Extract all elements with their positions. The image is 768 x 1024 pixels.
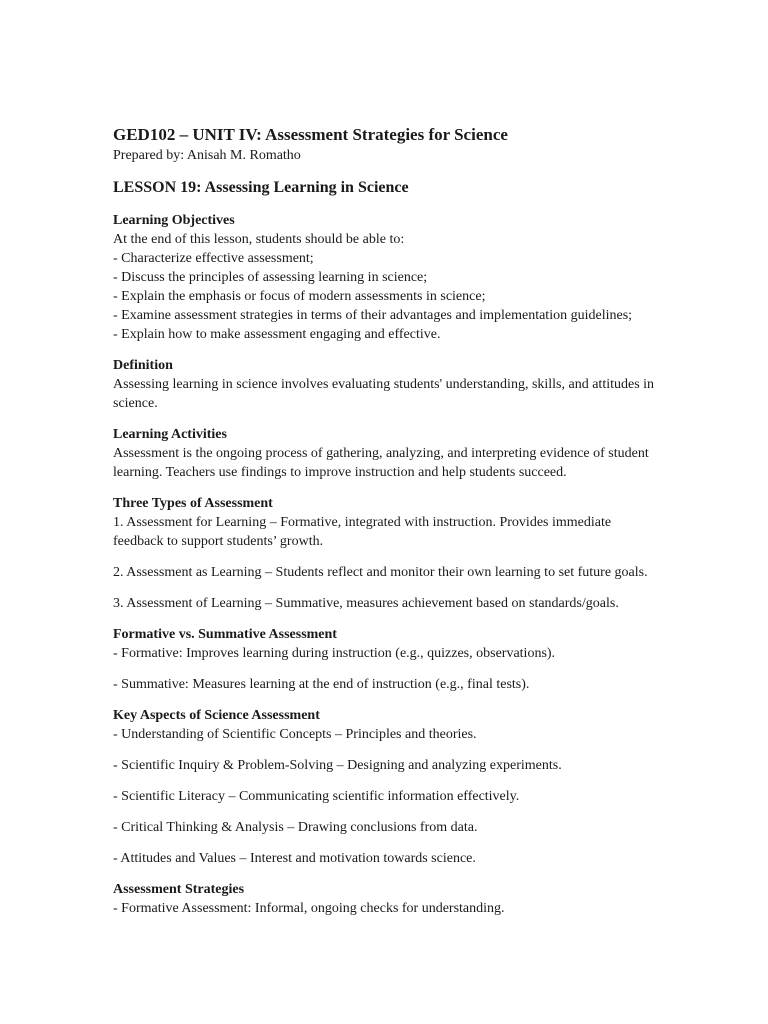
section-heading: Key Aspects of Science Assessment [113,708,320,723]
section-heading: Definition [113,358,173,373]
list-item: - Explain how to make assessment engaging and effective. [113,327,441,342]
section-heading: Three Types of Assessment [113,496,273,511]
assessment-types-section [113,494,658,613]
list-item: - Examine assessment strategies in terms of their advantages and implementation guidelines; [113,308,633,323]
list-item: - Understanding of Scientific Concepts – Principles and theories. [113,727,477,742]
definition-text: Assessing learning in science involves evaluating students' understanding, skills, and attitudes in science. [113,377,655,411]
document-page [113,124,658,918]
section-heading: Assessment Strategies [113,882,245,897]
author-byline: Prepared by: Anisah M. Romatho [113,148,301,163]
list-item: - Discuss the principles of assessing learning in science; [113,270,428,285]
lesson-title: LESSON 19: Assessing Learning in Science [113,179,409,196]
list-item: - Critical Thinking & Analysis – Drawing conclusions from data. [113,820,478,835]
section-heading: Learning Activities [113,427,227,442]
key-aspects-section [113,706,658,868]
section-heading: Formative vs. Summative Assessment [113,627,337,642]
section-heading: Learning Objectives [113,213,235,228]
activities-text: Assessment is the ongoing process of gathering, analyzing, and interpreting evidence of student learning. Teachers use findings to improve instruction and help students succeed. [113,446,649,480]
assessment-strategies-section [113,880,658,918]
list-item: - Explain the emphasis or focus of modern assessments in science; [113,289,486,304]
list-item: - Scientific Literacy – Communicating scientific information effectively. [113,789,520,804]
list-item: 3. Assessment of Learning – Summative, measures achievement based on standards/goals. [113,596,619,611]
list-item: - Formative Assessment: Informal, ongoing checks for understanding. [113,901,505,916]
list-item: - Attitudes and Values – Interest and motivation towards science. [113,851,476,866]
list-item: - Scientific Inquiry & Problem-Solving – Designing and analyzing experiments. [113,758,562,773]
formative-summative-section [113,625,658,694]
list-item: 2. Assessment as Learning – Students reflect and monitor their own learning to set future goals. [113,565,648,580]
learning-activities-section [113,425,658,482]
list-item: - Summative: Measures learning at the end of instruction (e.g., final tests). [113,677,530,692]
objectives-intro: At the end of this lesson, students should be able to: [113,232,405,247]
list-item: - Characterize effective assessment; [113,251,314,266]
list-item: - Formative: Improves learning during instruction (e.g., quizzes, observations). [113,646,556,661]
document-title: GED102 – UNIT IV: Assessment Strategies for Science [113,125,508,144]
definition-section [113,356,658,413]
learning-objectives-section [113,211,658,344]
list-item: 1. Assessment for Learning – Formative, integrated with instruction. Provides immediate feedback to support students’ growth. [113,515,612,549]
